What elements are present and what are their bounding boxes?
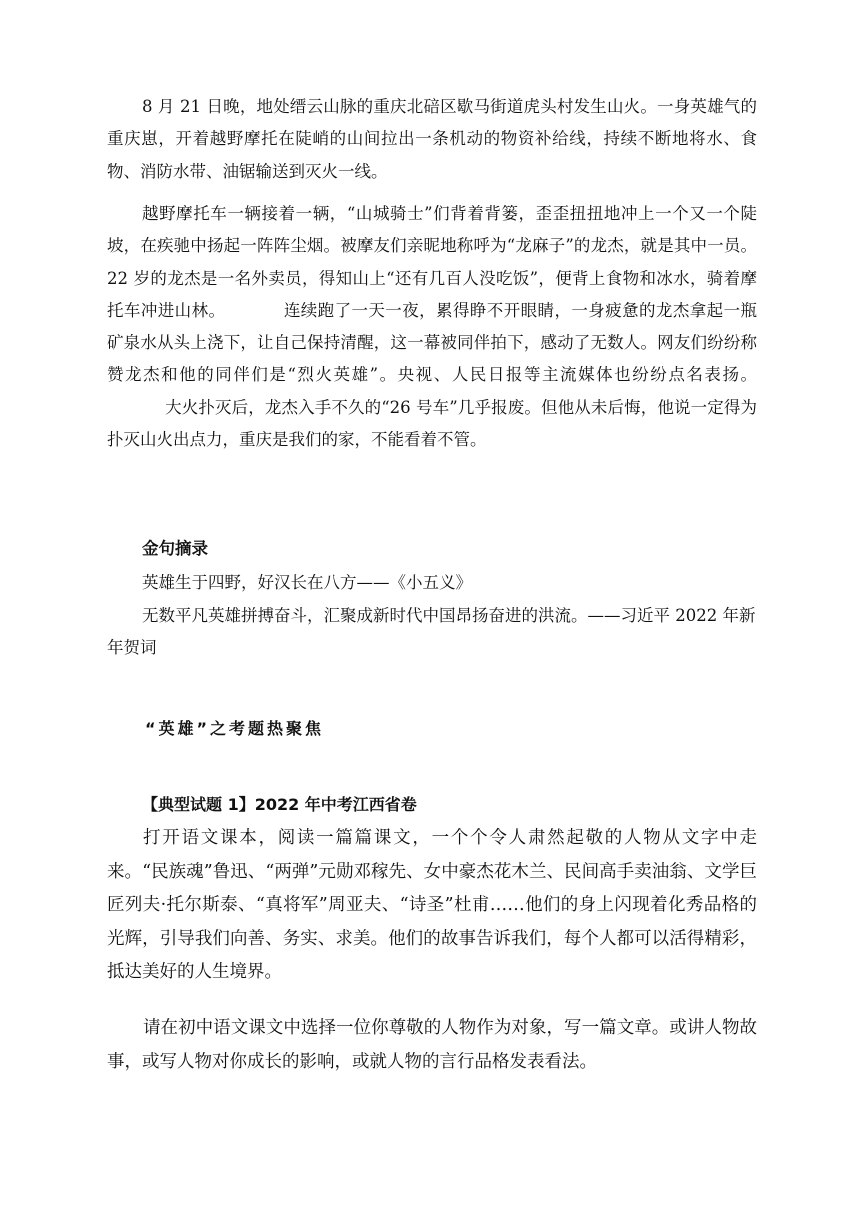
exam-paragraph-1: 打开语文课本，阅读一篇篇课文，一个个令人肃然起敬的人物从文字中走来。“民族魂”鲁迅、“两弹”元勋邓稼先、女中豪杰花木兰、民间高手卖油翁、文学巨匠列夫·托尔斯泰、“真将军”周亚夫、“诗圣”杜甫……他们的身上闪现着化秀品格的光辉，引导我们向善、务实、求美。他们的故事告诉我们，每个人都可以活得精彩，抵达美好的人生境界。: [107, 828, 757, 983]
story-paragraph-2: [107, 198, 757, 456]
story-paragraph-1: 8 月 21 日晚，地处缙云山脉的重庆北碚区歇马街道虎头村发生山火。一身英雄气的重庆崽，开着越野摩托在陡峭的山间拉出一条机动的物资补给线，持续不断地将水、食物、消防水带、油锯输送到灭火一线。: [107, 97, 757, 181]
section-title: “英雄”之考题热聚焦: [145, 719, 325, 738]
quote-1: 英雄生于四野，好汉长在八方——《小五义》: [142, 573, 472, 592]
quotes-heading: 金句摘录: [142, 539, 208, 558]
exam-title: 【典型试题 1】2022 年中考江西省卷: [142, 795, 417, 814]
quote-2: 无数平凡英雄拼搏奋斗，汇聚成新时代中国昂扬奋进的洪流。——习近平 2022 年新年贺词: [107, 606, 756, 657]
story-paragraph-2-part-a: 越野摩托车一辆接着一辆，“山城骑士”们背着背篓，歪歪扭扭地冲上一个又一个陡坡，在疾驰中扬起一阵阵尘烟。被摩友们亲昵地称呼为“龙麻子”的龙杰，就是其中一员。22 岁的龙杰是一名外卖员，得知山上“还有几百人没吃饭”，便背上食物和冰水，骑着摩托车冲进山林。: [107, 204, 757, 320]
story-paragraph-2-part-b: 连续跑了一天一夜，累得睁不开眼睛，一身疲惫的龙杰拿起一瓶矿泉水从头上浇下，让自己保持清醒，这一幕被同伴拍下，感动了无数人。网友们纷纷称赞龙杰和他的同伴们是“烈火英雄”。央视、人民日报等主流媒体也纷纷点名表扬。: [107, 300, 758, 385]
exam-paragraph-2: 请在初中语文课文中选择一位你尊敬的人物作为对象，写一篇文章。或讲人物故事，或写人物对你成长的影响，或就人物的言行品格发表看法。: [107, 1018, 757, 1072]
story-paragraph-2-part-c: 大火扑灭后，龙杰入手不久的“26 号车”几乎报废。但他从未后悔，他说一定得为扑灭山火出点力，重庆是我们的家，不能看着不管。: [107, 397, 757, 450]
